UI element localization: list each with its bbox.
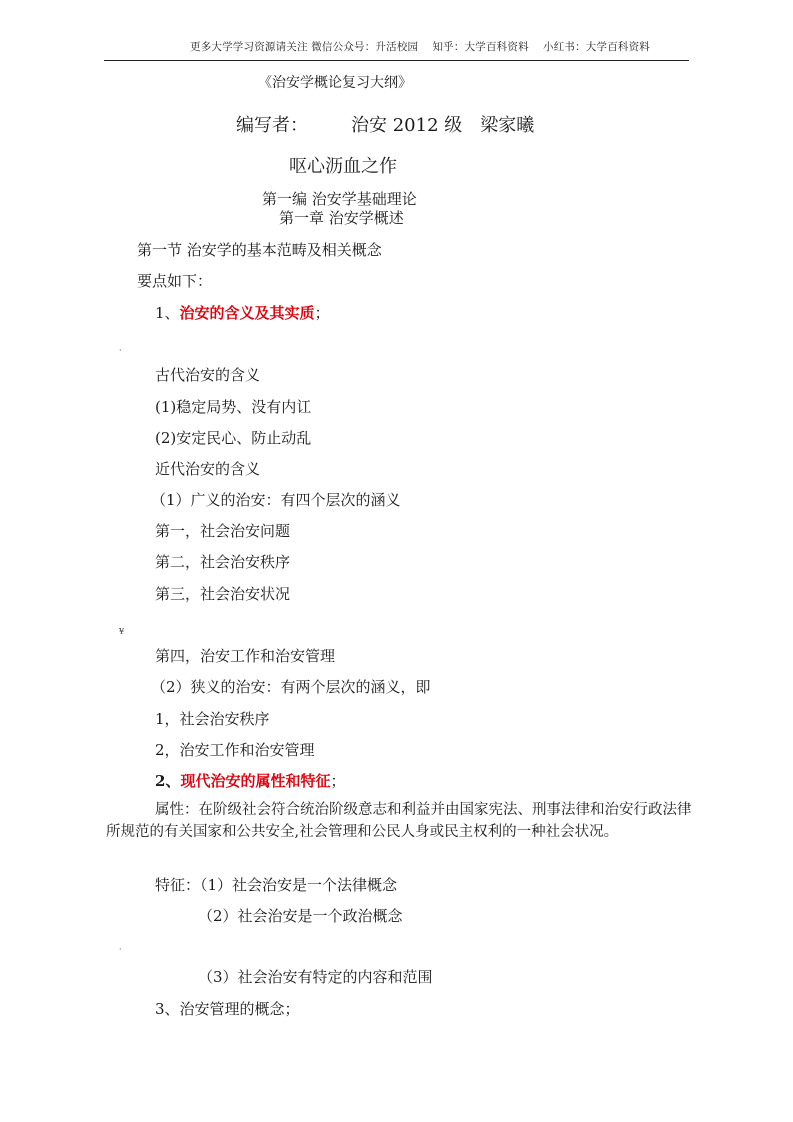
point-2-title: 现代治安的属性和特征: [180, 772, 331, 790]
ancient-item-1: (1)稳定局势、没有内讧: [155, 398, 312, 416]
point-3-heading: 3、治安管理的概念；: [155, 1000, 300, 1018]
modern-heading: 近代治安的含义: [155, 460, 261, 478]
feature-2: （2）社会治安是一个政治概念: [198, 907, 403, 925]
ancient-heading: 古代治安的含义: [155, 366, 261, 384]
ancient-item-2: (2)安定民心、防止动乱: [155, 429, 312, 447]
chapter-title: 第一章 治安学概述: [279, 209, 404, 227]
broad-sense: （1）广义的治安：有四个层次的涵义: [151, 491, 401, 509]
point-2-number: 2、: [155, 772, 181, 790]
level-1: 第一，社会治安问题: [155, 522, 291, 540]
motto: 呕心沥血之作: [289, 156, 397, 177]
author-label: 编写者：: [236, 115, 308, 136]
narrow-sense: （2）狭义的治安：有两个层次的涵义，即: [151, 678, 431, 696]
feature-1: 特征：（1）社会治安是一个法律概念: [155, 876, 398, 894]
stray-dot-2: ·: [119, 945, 122, 954]
feature-3: （3）社会治安有特定的内容和范围: [198, 968, 433, 986]
attribute-paragraph: 属性：在阶级社会符合统治阶级意志和利益并由国家宪法、刑事法律和治安行政法律所规范的有关国家和公共安全,社会管理和公民人身或民主权利的一种社会状况。: [106, 802, 692, 840]
point-1-heading: [155, 302, 330, 323]
author-value: 治安 2012 级 梁家曦: [351, 115, 535, 136]
book-title: 《治安学概论复习大纲》: [258, 75, 412, 91]
section-title: 第一节 治安学的基本范畴及相关概念: [137, 241, 382, 259]
part-title: 第一编 治安学基础理论: [262, 190, 417, 208]
narrow-item-1: 1，社会治安秩序: [155, 710, 270, 728]
point-2-heading: [155, 770, 345, 791]
point-2-suffix: ；: [330, 772, 346, 790]
header-divider: [104, 60, 689, 61]
page-header: 更多大学学习资源请关注 微信公众号：升活校园 知乎：大学百科资料 小红书：大学百科资料: [190, 41, 651, 53]
level-4: 第四，治安工作和治安管理: [155, 647, 336, 665]
level-2: 第二，社会治安秩序: [155, 553, 291, 571]
narrow-item-2: 2，治安工作和治安管理: [155, 741, 315, 759]
level-3: 第三，社会治安状况: [155, 585, 291, 603]
stray-dot: ·: [119, 346, 122, 355]
point-1-number: 1、: [155, 304, 180, 322]
point-1-suffix: ；: [314, 304, 330, 322]
stray-mark: ¥: [119, 627, 125, 636]
point-1-title: 治安的含义及其实质: [179, 304, 315, 322]
key-points-intro: 要点如下：: [137, 272, 213, 290]
